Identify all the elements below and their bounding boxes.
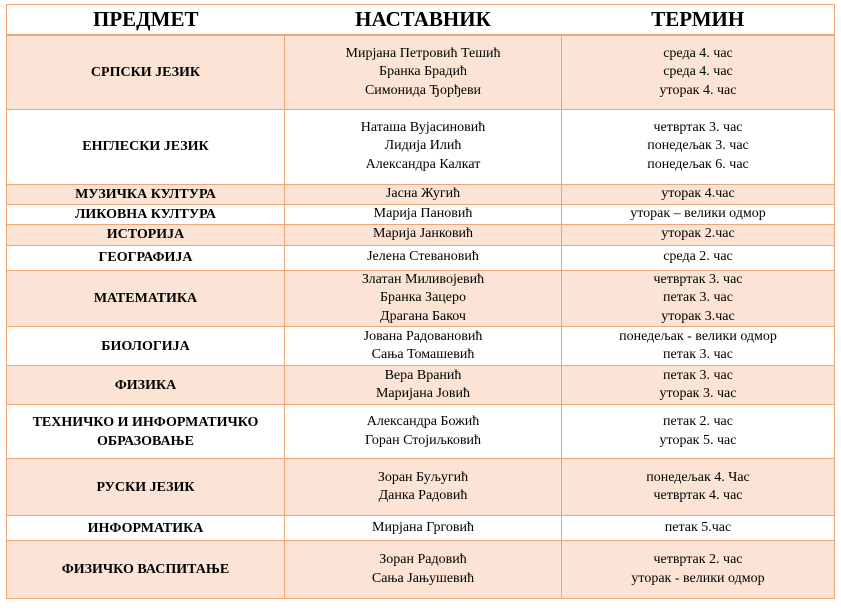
- term-value: понедељак - велики одмор: [619, 328, 777, 344]
- teacher-name: Марија Јанковић: [372, 226, 474, 242]
- teacher-name: Зоран Радовић: [379, 552, 467, 567]
- table-row: [7, 516, 835, 541]
- term-value: петак 3. час: [663, 347, 733, 362]
- term-cell: [562, 35, 835, 109]
- teacher-name: Јована Радовановић: [363, 328, 483, 344]
- teacher-name: Лидија Илић: [384, 138, 462, 154]
- teacher-cell: [285, 366, 562, 405]
- subject-cell: ФИЗИКА: [7, 366, 285, 405]
- teacher-cell: [285, 204, 562, 224]
- teacher-name: Мирјана Грговић: [372, 519, 474, 535]
- table-row: [7, 459, 835, 516]
- header-subject: ПРЕДМЕТ: [7, 5, 285, 36]
- teacher-name: Александра Калкат: [365, 156, 481, 172]
- term-cell: [562, 245, 835, 270]
- header-term: ТЕРМИН: [562, 5, 835, 36]
- subject-cell: ЛИКОВНА КУЛТУРА: [7, 204, 285, 224]
- table-row: [7, 327, 835, 366]
- subject-cell: СРПСКИ ЈЕЗИК: [7, 35, 285, 109]
- schedule-table: [6, 4, 835, 599]
- term-value: четвртак 4. час: [653, 488, 743, 503]
- teacher-cell: [285, 516, 562, 541]
- term-cell: [562, 327, 835, 366]
- teacher-name: Јасна Жугић: [385, 185, 461, 201]
- teacher-cell: [285, 35, 562, 109]
- teacher-cell: [285, 541, 562, 599]
- teacher-cell: [285, 245, 562, 270]
- term-value: уторак 3.час: [661, 308, 735, 324]
- subject-cell: ТЕХНИЧКО И ИНФОРМАТИЧКО ОБРАЗОВАЊЕ: [7, 405, 285, 459]
- table-row: [7, 184, 835, 204]
- teacher-name: Марија Пановић: [373, 205, 473, 221]
- teacher-name: Мирјана Петровић Тешић: [345, 45, 501, 61]
- header-teacher: НАСТАВНИК: [285, 5, 562, 36]
- subject-cell: ИНФОРМАТИКА: [7, 516, 285, 541]
- teacher-name: Бранка Брадић: [379, 64, 467, 79]
- table-row: [7, 245, 835, 270]
- term-cell: [562, 224, 835, 245]
- teacher-cell: [285, 270, 562, 327]
- table-row: [7, 270, 835, 327]
- subject-cell: ИСТОРИЈА: [7, 224, 285, 245]
- term-value: уторак – велики одмор: [630, 205, 766, 221]
- teacher-name: Данка Радовић: [378, 488, 468, 503]
- term-cell: [562, 516, 835, 541]
- term-value: среда 4. час: [663, 64, 733, 79]
- term-cell: [562, 541, 835, 599]
- term-value: уторак 4. час: [659, 82, 737, 98]
- term-value: петак 3. час: [663, 290, 733, 305]
- teacher-cell: [285, 109, 562, 184]
- table-row: [7, 204, 835, 224]
- teacher-name: Бранка Зацеро: [380, 290, 466, 305]
- term-value: четвртак 3. час: [653, 271, 743, 287]
- subject-cell: БИОЛОГИЈА: [7, 327, 285, 366]
- table-row: [7, 366, 835, 405]
- term-cell: [562, 405, 835, 459]
- term-value: петак 5.час: [664, 519, 732, 535]
- teacher-cell: [285, 327, 562, 366]
- teacher-cell: [285, 184, 562, 204]
- term-cell: [562, 366, 835, 405]
- teacher-cell: [285, 224, 562, 245]
- table-row: [7, 224, 835, 245]
- term-value: петак 3. час: [663, 367, 733, 383]
- term-value: петак 2. час: [663, 414, 733, 429]
- table-row: [7, 109, 835, 184]
- teacher-name: Александра Божић: [366, 414, 480, 429]
- teacher-name: Симонида Ђорђеви: [364, 82, 482, 98]
- term-value: уторак - велики одмор: [631, 570, 765, 586]
- term-cell: [562, 184, 835, 204]
- term-value: четвртак 2. час: [653, 552, 743, 567]
- teacher-name: Драгана Бакоч: [380, 308, 466, 324]
- term-value: уторак 4.час: [661, 185, 735, 201]
- table-row: [7, 405, 835, 459]
- term-value: уторак 2.час: [661, 226, 735, 242]
- teacher-name: Горан Стојиљковић: [365, 432, 481, 448]
- teacher-cell: [285, 459, 562, 516]
- term-value: среда 2. час: [663, 249, 733, 265]
- term-value: понедељак 3. час: [647, 138, 749, 154]
- teacher-name: Сања Јањушевић: [371, 570, 475, 586]
- subject-cell: ЕНГЛЕСКИ ЈЕЗИК: [7, 109, 285, 184]
- term-value: уторак 3. час: [659, 386, 737, 401]
- term-value: четвртак 3. час: [653, 119, 743, 135]
- subject-cell: ГЕОГРАФИЈА: [7, 245, 285, 270]
- term-value: понедељак 4. Час: [646, 469, 750, 485]
- subject-cell: МУЗИЧКА КУЛТУРА: [7, 184, 285, 204]
- teacher-name: Сања Томашевић: [371, 347, 475, 362]
- teacher-name: Јелена Стевановић: [367, 249, 479, 265]
- subject-cell: РУСКИ ЈЕЗИК: [7, 459, 285, 516]
- teacher-name: Зоран Буљугић: [377, 469, 469, 485]
- term-value: понедељак 6. час: [647, 156, 749, 172]
- term-value: среда 4. час: [663, 45, 733, 61]
- term-cell: [562, 109, 835, 184]
- term-cell: [562, 204, 835, 224]
- teacher-name: Вера Вранић: [384, 367, 462, 383]
- teacher-cell: [285, 405, 562, 459]
- subject-cell: ФИЗИЧКО ВАСПИТАЊЕ: [7, 541, 285, 599]
- term-cell: [562, 459, 835, 516]
- table-row: [7, 541, 835, 599]
- table-row: [7, 35, 835, 109]
- teacher-name: Наташа Вујасиновић: [360, 119, 486, 135]
- term-cell: [562, 270, 835, 327]
- header-row: [7, 5, 835, 36]
- teacher-name: Маријана Јовић: [375, 386, 470, 401]
- term-value: уторак 5. час: [659, 432, 737, 448]
- subject-cell: МАТЕМАТИКА: [7, 270, 285, 327]
- teacher-name: Златан Миливојевић: [361, 271, 485, 287]
